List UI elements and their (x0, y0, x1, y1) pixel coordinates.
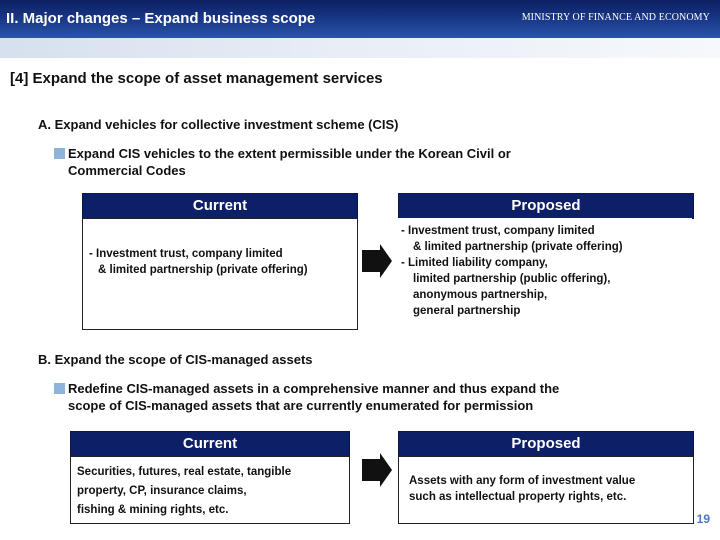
part-a-bullet-line: Commercial Codes (68, 163, 186, 178)
part-b-bullet (68, 380, 668, 414)
arrow-right-icon (362, 453, 392, 487)
part-b-bullet-line: Redefine CIS-managed assets in a comprehensive manner and thus expand the (68, 381, 560, 396)
part-a-current-header: Current (82, 193, 358, 219)
part-a-proposed-line: - Limited liability company, (401, 257, 548, 269)
part-b-proposed-box (398, 456, 694, 524)
part-a-current-line: & limited partnership (private offering) (98, 264, 308, 276)
part-a-proposed-line: - Investment trust, company limited (401, 225, 595, 237)
part-a-proposed-box (398, 218, 692, 328)
part-a-proposed-header: Proposed (398, 193, 694, 219)
section-title: [4] Expand the scope of asset management services (10, 70, 383, 87)
part-a-proposed-line: & limited partnership (private offering) (413, 241, 623, 253)
part-b-current-line: Securities, futures, real estate, tangible (77, 466, 292, 478)
part-b-current-box (70, 456, 350, 524)
part-a-proposed-line: anonymous partnership, (413, 289, 548, 301)
page-number: 19 (696, 512, 710, 526)
part-a-proposed-line: limited partnership (public offering), (413, 273, 611, 285)
part-a-heading: A. Expand vehicles for collective investment scheme (CIS) (38, 117, 399, 132)
part-a-current-box (82, 218, 358, 330)
part-a-proposed-line: general partnership (413, 305, 521, 317)
part-b-proposed-line: such as intellectual property rights, etc. (409, 491, 627, 503)
part-a-bullet (68, 145, 628, 179)
part-b-heading: B. Expand the scope of CIS-managed assets (38, 352, 313, 367)
bullet-square-icon (54, 148, 65, 159)
part-b-current-line: property, CP, insurance claims, (77, 485, 247, 497)
part-a-current-line: - Investment trust, company limited (89, 248, 283, 260)
part-a-bullet-line: Expand CIS vehicles to the extent permissible under the Korean Civil or (68, 146, 511, 161)
slide-title: II. Major changes – Expand business scope (6, 10, 316, 27)
part-b-proposed-line: Assets with any form of investment value (409, 475, 636, 487)
ministry-name: MINISTRY OF FINANCE AND ECONOMY (521, 12, 710, 23)
part-b-current-line: fishing & mining rights, etc. (77, 504, 229, 516)
part-b-bullet-line: scope of CIS-managed assets that are currently enumerated for permission (68, 398, 534, 413)
part-b-proposed-header: Proposed (398, 431, 694, 457)
part-b-current-header: Current (70, 431, 350, 457)
header-subband (0, 38, 720, 58)
arrow-right-icon (362, 244, 392, 278)
bullet-square-icon (54, 383, 65, 394)
